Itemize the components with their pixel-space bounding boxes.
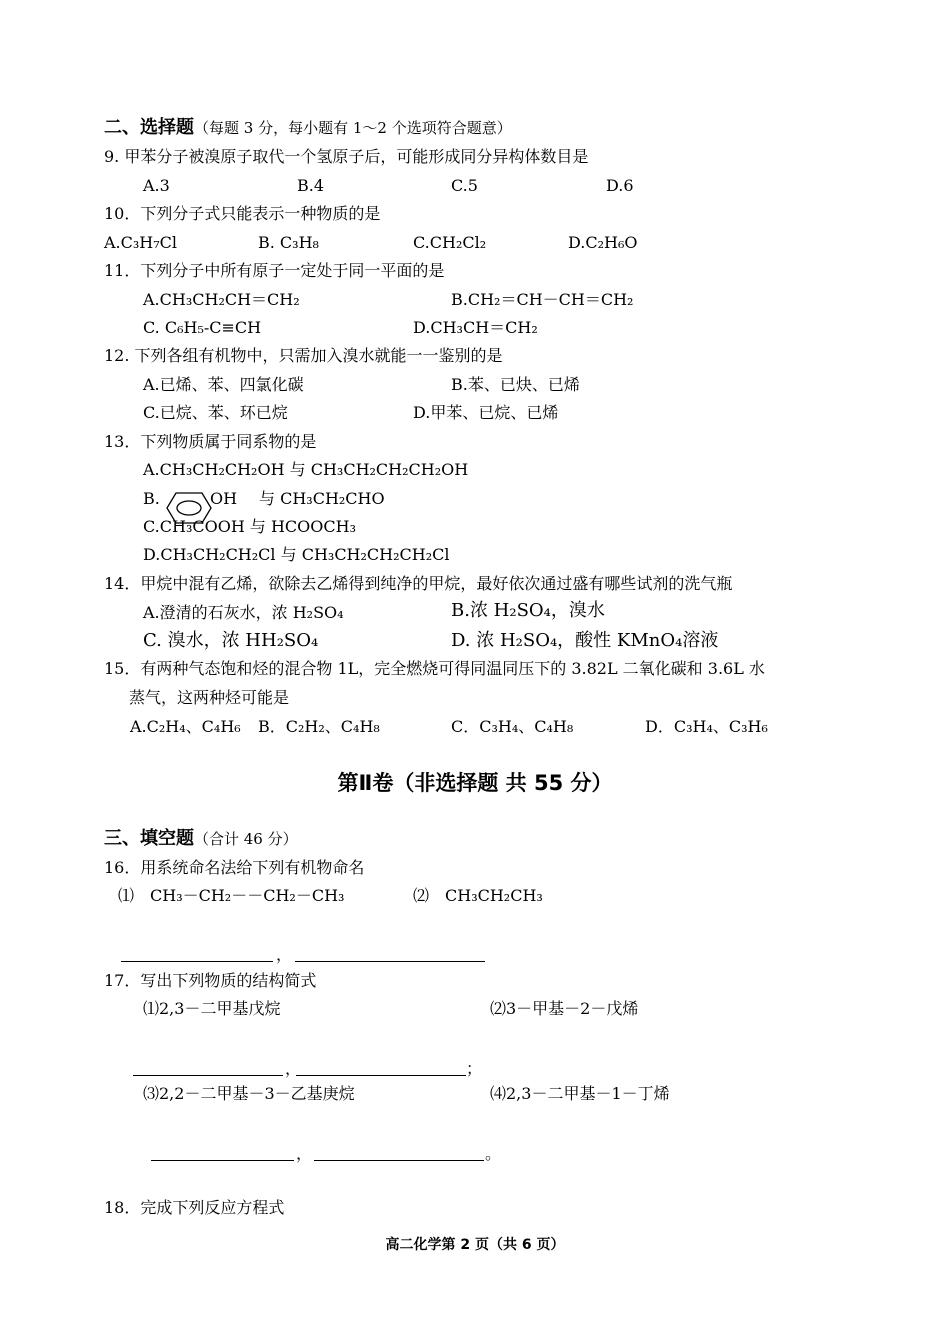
q11-option-a: A.CH₃CH₂CH＝CH₂ <box>143 290 300 309</box>
q16-item-2: ⑵ CH₃CH₂CH₃ <box>413 886 543 905</box>
q14-option-a: A.澄清的石灰水，浓 H₂SO₄ <box>143 603 344 622</box>
q14-option-b: B.浓 H₂SO₄，溴水 <box>451 600 605 621</box>
q17-semicolon: ； <box>466 1059 483 1078</box>
section-3-note: （合计 46 分） <box>194 830 298 848</box>
section-2-note: （每题 3 分，每小题有 1～2 个选项符合题意） <box>194 119 512 137</box>
q17-stem: 17．写出下列物质的结构简式 <box>104 971 317 990</box>
q9-option-d: D.6 <box>606 176 634 195</box>
q14-stem: 14．甲烷中混有乙烯，欲除去乙烯得到纯净的甲烷，最好依次通过盛有哪些试剂的洗气瓶 <box>104 574 733 593</box>
q12-stem: 12. 下列各组有机物中，只需加入溴水就能一一鉴别的是 <box>104 346 503 365</box>
q11-stem: 11．下列分子中所有原子一定处于同一平面的是 <box>104 261 445 280</box>
q12-option-b: B.苯、已炔、已烯 <box>451 375 580 394</box>
section-2-header <box>104 118 512 138</box>
q10-option-d: D.C₂H₆O <box>568 233 638 252</box>
q9-stem: 9. 甲苯分子被溴原子取代一个氢原子后，可能形成同分异构体数目是 <box>104 147 589 166</box>
q15-option-b: B．C₂H₂、C₄H₈ <box>258 717 380 736</box>
section-3-title: 三、填空题 <box>104 828 194 849</box>
q13-option-b-oh: OH <box>210 489 238 508</box>
q16-answer-blank-2[interactable] <box>295 960 485 962</box>
q16-item-1: ⑴ CH₃－CH₂－－CH₂－CH₃ <box>118 886 345 905</box>
q13-option-b-prefix: B. <box>143 489 160 508</box>
q10-option-b: B. C₃H₈ <box>258 233 319 252</box>
q10-option-a: A.C₃H₇Cl <box>104 233 178 252</box>
q14-option-c: C. 溴水，浓 HH₂SO₄ <box>143 630 319 651</box>
q18-stem: 18．完成下列反应方程式 <box>104 1198 285 1217</box>
q17-answer-blank-1[interactable] <box>133 1074 283 1076</box>
q17-item-3: ⑶2,2－二甲基－3－乙基庚烷 <box>143 1084 355 1103</box>
q17-separator-1: ， <box>285 1059 302 1078</box>
section-2-title: 二、选择题 <box>104 117 194 138</box>
q15-stem-line-2: 蒸气，这两种烃可能是 <box>129 688 290 707</box>
section-3-header <box>104 829 298 849</box>
q17-answer-blank-3[interactable] <box>151 1159 294 1161</box>
q14-option-d: D. 浓 H₂SO₄，酸性 KMnO₄溶液 <box>451 630 719 651</box>
q15-stem-line-1: 15．有两种气态饱和烃的混合物 1L，完全燃烧可得同温同压下的 3.82L 二氧化碳和 3.6L 水 <box>104 659 765 678</box>
q17-item-4: ⑷2,3－二甲基－1－丁烯 <box>490 1084 670 1103</box>
q13-option-a: A.CH₃CH₂CH₂OH 与 CH₃CH₂CH₂CH₂OH <box>143 460 469 479</box>
q15-option-c: C．C₃H₄、C₄H₈ <box>451 717 574 736</box>
q16-separator: ， <box>276 945 293 964</box>
q15-option-d: D．C₃H₄、C₃H₆ <box>645 717 768 736</box>
q16-stem: 16．用系统命名法给下列有机物命名 <box>104 858 365 877</box>
q13-option-c: C.CH₃COOH 与 HCOOCH₃ <box>143 517 357 536</box>
q17-separator-2: ， <box>296 1144 313 1163</box>
q11-option-d: D.CH₃CH＝CH₂ <box>413 318 538 337</box>
q13-option-d: D.CH₃CH₂CH₂Cl 与 CH₃CH₂CH₂CH₂Cl <box>143 545 450 564</box>
q11-option-b: B.CH₂＝CH－CH＝CH₂ <box>451 290 634 309</box>
q13-stem: 13．下列物质属于同系物的是 <box>104 432 317 451</box>
q11-option-c: C. C₆H₅-C≡CH <box>143 318 262 337</box>
q10-option-c: C.CH₂Cl₂ <box>413 233 487 252</box>
q17-item-1: ⑴2,3－二甲基戊烷 <box>143 999 281 1018</box>
q17-item-2: ⑵3－甲基－2－戊烯 <box>490 999 639 1018</box>
q12-option-d: D.甲苯、已烷、已烯 <box>413 403 559 422</box>
q15-option-a: A.C₂H₄、C₄H₆ <box>130 717 241 736</box>
page-footer: 高二化学第 2 页（共 6 页） <box>385 1237 565 1253</box>
q12-option-a: A.已烯、苯、四氯化碳 <box>143 375 304 394</box>
q9-option-a: A.3 <box>143 176 170 195</box>
q17-answer-blank-2[interactable] <box>296 1074 466 1076</box>
q13-option-b-rest: 与 CH₃CH₂CHO <box>259 489 385 508</box>
q16-answer-blank-1[interactable] <box>121 960 273 962</box>
q10-stem: 10．下列分子式只能表示一种物质的是 <box>104 204 381 223</box>
q17-answer-blank-4[interactable] <box>314 1159 484 1161</box>
q12-option-c: C.已烷、苯、环已烷 <box>143 403 288 422</box>
q9-option-c: C.5 <box>451 176 478 195</box>
part-2-title: 第Ⅱ卷（非选择题 共 55 分） <box>337 771 613 795</box>
q9-option-b: B.4 <box>297 176 325 195</box>
q17-end-mark: 。 <box>485 1144 502 1163</box>
